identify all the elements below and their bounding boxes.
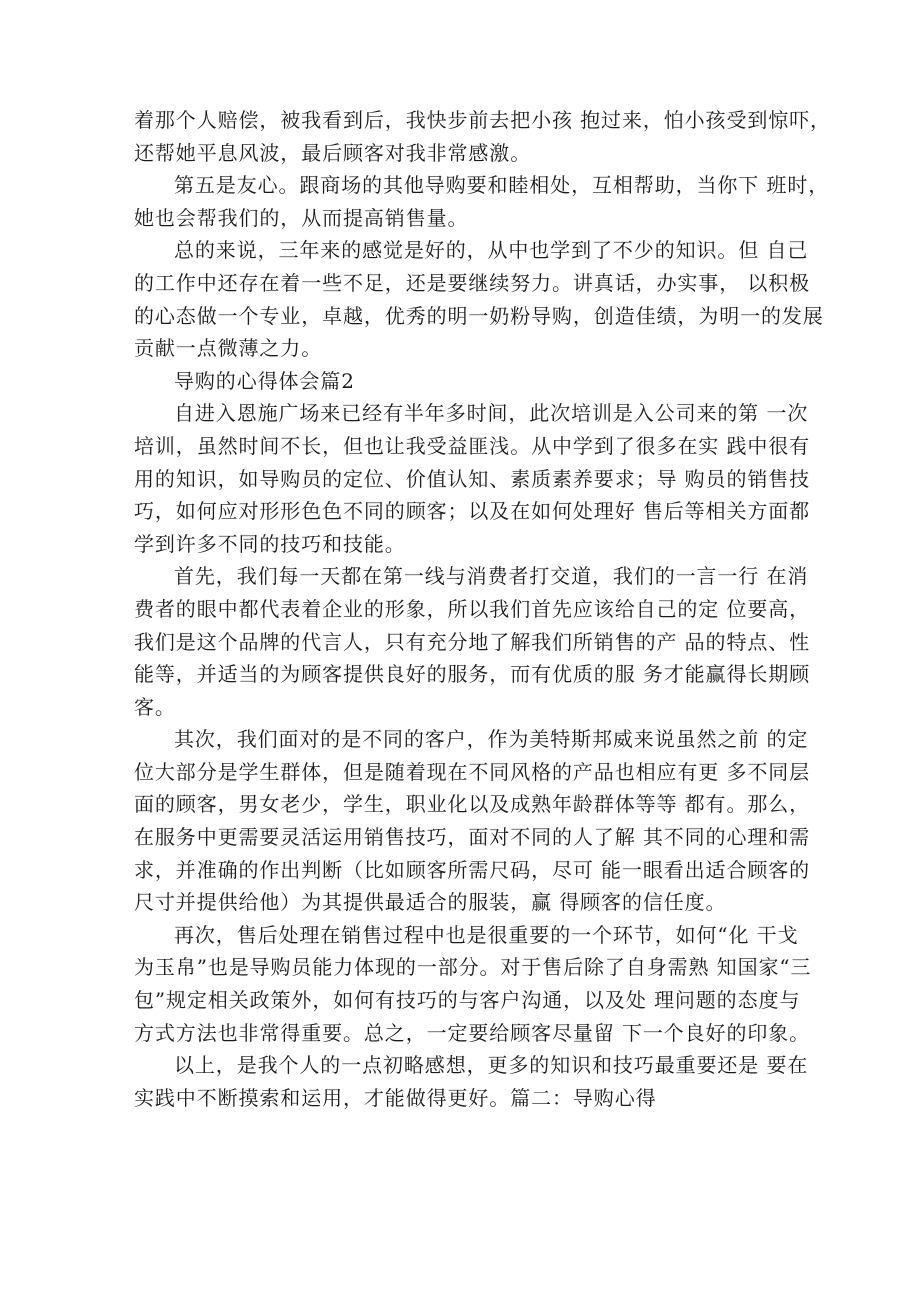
text-line: 自进入恩施广场来已经有半年多时间，此次培训是入公司来的第 一次 [174,401,809,426]
text-line: 为玉帛”也是导购员能力体现的一部分。对于售后除了自身需熟 知国家“三 [134,955,812,980]
text-line: 她也会帮我们的，从而提高销售量。 [134,205,469,230]
text-line: 着那个人赔偿，被我看到后，我快步前去把小孩 抱过来，怕小孩受到惊吓， [134,108,831,132]
text-line: 实践中不断摸索和运用，才能做得更好。篇二：导购心得 [134,1085,657,1110]
text-line: 包”规定相关政策外，如何有技巧的与客户沟通，以及处 理问题的态度与 [134,988,801,1013]
text-line: 的工作中还存在着一些不足，还是要继续努力。讲真话，办实事， 以积极 [134,270,811,295]
text-line: 导购的心得体会篇2 [174,368,355,393]
text-line: 的心态做一个专业，卓越，优秀的明一奶粉导购，创造佳绩，为明一的发展 [134,303,824,328]
text-line: 贡献一点微薄之力。 [134,336,323,361]
text-line: 第五是友心。跟商场的其他导购要和睦相处，互相帮助，当你下 班时， [174,173,830,198]
text-line: 位大部分是学生群体，但是随着现在不同风格的产品也相应有更 多不同层 [134,759,811,784]
text-line: 方式方法也非常得重要。总之，一定要给顾客尽量留 下一个良好的印象。 [134,1020,811,1045]
text-line: 学到许多不同的技巧和技能。 [134,531,406,556]
text-line: 巧，如何应对形形色色不同的顾客；以及在如何处理好 售后等相关方面都 [134,499,811,524]
text-line: 能等，并适当的为顾客提供良好的服务，而有优质的服 务才能赢得长期顾 [134,662,811,687]
text-line: 在服务中更需要灵活运用销售技巧，面对不同的人了解 其不同的心理和需 [134,825,811,850]
text-line: 培训，虽然时间不长，但也让我受益匪浅。从中学到了很多在实 践中很有 [134,433,811,458]
text-line: 再次，售后处理在销售过程中也是很重要的一个环节，如何“化 干戈 [174,922,799,947]
text-line: 其次，我们面对的是不同的客户，作为美特斯邦威来说虽然之前 的定 [174,727,809,752]
text-line: 用的知识，如导购员的定位、价值认知、素质素养要求；导 购员的销售技 [134,466,811,491]
text-line: 求，并准确的作出判断（比如顾客所需尺码，尽可 能一眼看出适合顾客的 [134,857,811,882]
text-line: 费者的眼中都代表着企业的形象，所以我们首先应该给自己的定 位要高， [134,596,811,621]
text-line: 尺寸并提供给他）为其提供最适合的服装，赢 得顾客的信任度。 [134,890,727,915]
text-line: 我们是这个品牌的代言人，只有充分地了解我们所销售的产 品的特点、性 [134,629,811,654]
text-line: 以上，是我个人的一点初略感想，更多的知识和技巧最重要还是 要在 [174,1053,809,1078]
text-line: 首先，我们每一天都在第一线与消费者打交道，我们的一言一行 在消 [174,564,809,589]
document-body [134,104,831,1114]
text-line: 还帮她平息风波，最后顾客对我非常感激。 [134,140,532,165]
text-line: 面的顾客，男女老少，学生，职业化以及成熟年龄群体等等 都有。那么， [134,792,811,817]
text-line: 客。 [134,694,176,719]
text-line: 总的来说，三年来的感觉是好的，从中也学到了不少的知识。但 自己 [174,238,809,263]
